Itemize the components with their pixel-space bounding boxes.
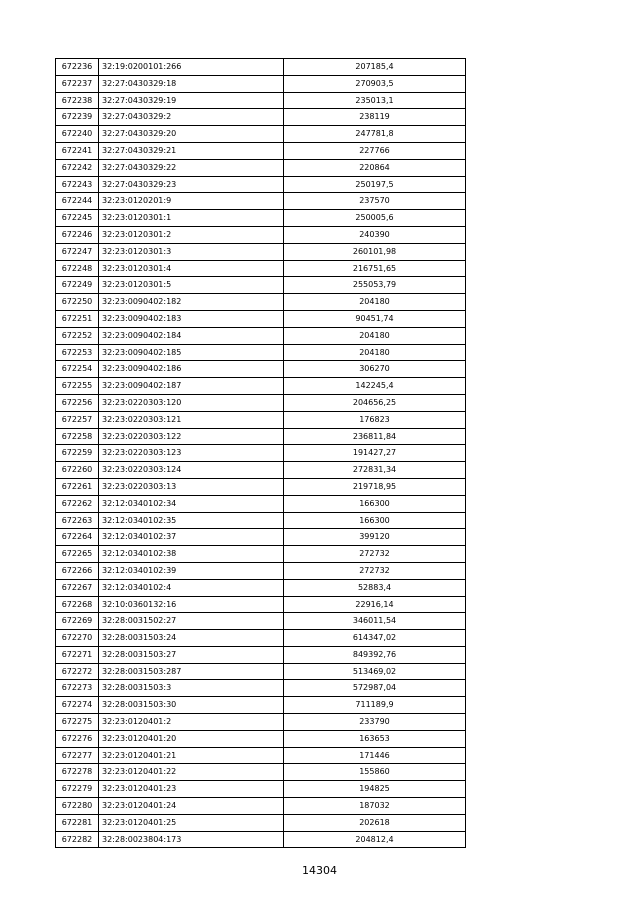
table-row [56,378,466,395]
value-cell: 247781,8 [284,126,466,143]
cadastral-number-cell: 32:27:0430329:2 [99,109,284,126]
cadastral-number-cell: 32:27:0430329:19 [99,92,284,109]
row-id-cell: 672272 [56,663,99,680]
row-id-cell: 672275 [56,714,99,731]
value-cell: 187032 [284,798,466,815]
value-cell: 166300 [284,512,466,529]
page-number: 14304 [302,864,337,877]
value-cell: 216751,65 [284,260,466,277]
row-id-cell: 672242 [56,159,99,176]
cadastral-number-cell: 32:23:0120401:23 [99,781,284,798]
table-row [56,361,466,378]
value-cell: 227766 [284,142,466,159]
row-id-cell: 672281 [56,814,99,831]
value-cell: 272732 [284,562,466,579]
cadastral-number-cell: 32:12:0340102:35 [99,512,284,529]
table-row [56,798,466,815]
row-id-cell: 672247 [56,243,99,260]
table-row [56,243,466,260]
value-cell: 233790 [284,714,466,731]
table-row [56,579,466,596]
cadastral-number-cell: 32:23:0120401:2 [99,714,284,731]
value-cell: 176823 [284,411,466,428]
cadastral-number-cell: 32:27:0430329:18 [99,75,284,92]
value-cell: 399120 [284,529,466,546]
value-cell: 220864 [284,159,466,176]
row-id-cell: 672255 [56,378,99,395]
cadastral-number-cell: 32:12:0340102:34 [99,495,284,512]
row-id-cell: 672269 [56,613,99,630]
cadastral-number-cell: 32:27:0430329:20 [99,126,284,143]
row-id-cell: 672279 [56,781,99,798]
table-row [56,411,466,428]
cadastral-number-cell: 32:28:0031503:30 [99,697,284,714]
table-row [56,495,466,512]
value-cell: 204656,25 [284,394,466,411]
table-row [56,75,466,92]
table-row [56,176,466,193]
value-cell: 142245,4 [284,378,466,395]
row-id-cell: 672250 [56,294,99,311]
cadastral-number-cell: 32:23:0120401:22 [99,764,284,781]
cadastral-number-cell: 32:23:0220303:120 [99,394,284,411]
value-cell: 163653 [284,730,466,747]
row-id-cell: 672265 [56,546,99,563]
value-cell: 191427,27 [284,445,466,462]
table-row [56,327,466,344]
value-cell: 194825 [284,781,466,798]
table-row [56,193,466,210]
table-row [56,596,466,613]
table-row [56,697,466,714]
table-row [56,394,466,411]
cadastral-number-cell: 32:23:0220303:122 [99,428,284,445]
row-id-cell: 672274 [56,697,99,714]
value-cell: 204180 [284,327,466,344]
value-cell: 236811,84 [284,428,466,445]
cadastral-number-cell: 32:23:0220303:123 [99,445,284,462]
table-row [56,562,466,579]
value-cell: 250005,6 [284,210,466,227]
table-row [56,831,466,848]
value-cell: 260101,98 [284,243,466,260]
table-row [56,310,466,327]
table-row [56,277,466,294]
table-row [56,663,466,680]
cadastral-number-cell: 32:23:0120201:9 [99,193,284,210]
table-row [56,814,466,831]
cadastral-number-cell: 32:27:0430329:21 [99,142,284,159]
cadastral-number-cell: 32:23:0120401:24 [99,798,284,815]
value-cell: 237570 [284,193,466,210]
table-row [56,428,466,445]
table-row [56,294,466,311]
row-id-cell: 672256 [56,394,99,411]
value-cell: 52883,4 [284,579,466,596]
row-id-cell: 672280 [56,798,99,815]
row-id-cell: 672262 [56,495,99,512]
value-cell: 849392,76 [284,646,466,663]
cadastral-number-cell: 32:23:0120401:25 [99,814,284,831]
cadastral-number-cell: 32:23:0120301:4 [99,260,284,277]
cadastral-number-cell: 32:23:0090402:185 [99,344,284,361]
row-id-cell: 672252 [56,327,99,344]
row-id-cell: 672240 [56,126,99,143]
table-row [56,344,466,361]
value-cell: 346011,54 [284,613,466,630]
table-row [56,126,466,143]
value-cell: 202618 [284,814,466,831]
row-id-cell: 672267 [56,579,99,596]
cadastral-number-cell: 32:28:0031503:3 [99,680,284,697]
data-table [55,58,466,848]
value-cell: 219718,95 [284,478,466,495]
row-id-cell: 672251 [56,310,99,327]
table-row [56,747,466,764]
table-row [56,59,466,76]
table-row [56,92,466,109]
value-cell: 272831,34 [284,462,466,479]
value-cell: 250197,5 [284,176,466,193]
cadastral-number-cell: 32:23:0220303:13 [99,478,284,495]
row-id-cell: 672264 [56,529,99,546]
cadastral-number-cell: 32:10:0360132:16 [99,596,284,613]
row-id-cell: 672243 [56,176,99,193]
cadastral-number-cell: 32:23:0120301:2 [99,226,284,243]
table-row [56,109,466,126]
table-row [56,764,466,781]
value-cell: 204180 [284,344,466,361]
row-id-cell: 672268 [56,596,99,613]
row-id-cell: 672258 [56,428,99,445]
cadastral-number-cell: 32:12:0340102:38 [99,546,284,563]
cadastral-number-cell: 32:19:0200101:266 [99,59,284,76]
table-row [56,680,466,697]
row-id-cell: 672245 [56,210,99,227]
table-row [56,260,466,277]
cadastral-number-cell: 32:23:0120401:20 [99,730,284,747]
cadastral-number-cell: 32:23:0220303:121 [99,411,284,428]
value-cell: 155860 [284,764,466,781]
row-id-cell: 672244 [56,193,99,210]
cadastral-number-cell: 32:27:0430329:23 [99,176,284,193]
row-id-cell: 672237 [56,75,99,92]
cadastral-number-cell: 32:23:0090402:182 [99,294,284,311]
value-cell: 235013,1 [284,92,466,109]
cadastral-number-cell: 32:23:0090402:184 [99,327,284,344]
table-row [56,226,466,243]
value-cell: 255053,79 [284,277,466,294]
value-cell: 270903,5 [284,75,466,92]
row-id-cell: 672249 [56,277,99,294]
cadastral-number-cell: 32:28:0031503:287 [99,663,284,680]
row-id-cell: 672270 [56,630,99,647]
row-id-cell: 672246 [56,226,99,243]
row-id-cell: 672261 [56,478,99,495]
cadastral-number-cell: 32:23:0090402:187 [99,378,284,395]
table-row [56,630,466,647]
row-id-cell: 672260 [56,462,99,479]
cadastral-number-cell: 32:23:0120301:5 [99,277,284,294]
row-id-cell: 672278 [56,764,99,781]
row-id-cell: 672236 [56,59,99,76]
row-id-cell: 672271 [56,646,99,663]
cadastral-number-cell: 32:12:0340102:4 [99,579,284,596]
cadastral-number-cell: 32:28:0031502:27 [99,613,284,630]
value-cell: 306270 [284,361,466,378]
value-cell: 204812,4 [284,831,466,848]
value-cell: 90451,74 [284,310,466,327]
table-row [56,781,466,798]
row-id-cell: 672238 [56,92,99,109]
cadastral-number-cell: 32:28:0031503:27 [99,646,284,663]
cadastral-number-cell: 32:23:0090402:183 [99,310,284,327]
row-id-cell: 672263 [56,512,99,529]
value-cell: 204180 [284,294,466,311]
table-row [56,730,466,747]
table-body [56,59,466,848]
table-row [56,646,466,663]
cadastral-number-cell: 32:23:0090402:186 [99,361,284,378]
table-row [56,613,466,630]
cadastral-number-cell: 32:12:0340102:37 [99,529,284,546]
cadastral-number-cell: 32:27:0430329:22 [99,159,284,176]
table-row [56,142,466,159]
row-id-cell: 672253 [56,344,99,361]
value-cell: 513469,02 [284,663,466,680]
row-id-cell: 672277 [56,747,99,764]
row-id-cell: 672254 [56,361,99,378]
table-row [56,529,466,546]
value-cell: 614347,02 [284,630,466,647]
value-cell: 22916,14 [284,596,466,613]
table-row [56,462,466,479]
table-row [56,714,466,731]
row-id-cell: 672276 [56,730,99,747]
table-row [56,210,466,227]
value-cell: 711189,9 [284,697,466,714]
row-id-cell: 672259 [56,445,99,462]
row-id-cell: 672248 [56,260,99,277]
cadastral-number-cell: 32:23:0120301:3 [99,243,284,260]
value-cell: 171446 [284,747,466,764]
cadastral-number-cell: 32:12:0340102:39 [99,562,284,579]
value-cell: 272732 [284,546,466,563]
row-id-cell: 672239 [56,109,99,126]
cadastral-number-cell: 32:28:0031503:24 [99,630,284,647]
table-row [56,546,466,563]
table-row [56,478,466,495]
row-id-cell: 672257 [56,411,99,428]
cadastral-number-cell: 32:28:0023804:173 [99,831,284,848]
value-cell: 240390 [284,226,466,243]
table-row [56,512,466,529]
row-id-cell: 672241 [56,142,99,159]
value-cell: 572987,04 [284,680,466,697]
value-cell: 166300 [284,495,466,512]
value-cell: 207185,4 [284,59,466,76]
row-id-cell: 672282 [56,831,99,848]
row-id-cell: 672266 [56,562,99,579]
row-id-cell: 672273 [56,680,99,697]
table-row [56,159,466,176]
cadastral-number-cell: 32:23:0120401:21 [99,747,284,764]
cadastral-number-cell: 32:23:0120301:1 [99,210,284,227]
table-row [56,445,466,462]
cadastral-number-cell: 32:23:0220303:124 [99,462,284,479]
value-cell: 238119 [284,109,466,126]
